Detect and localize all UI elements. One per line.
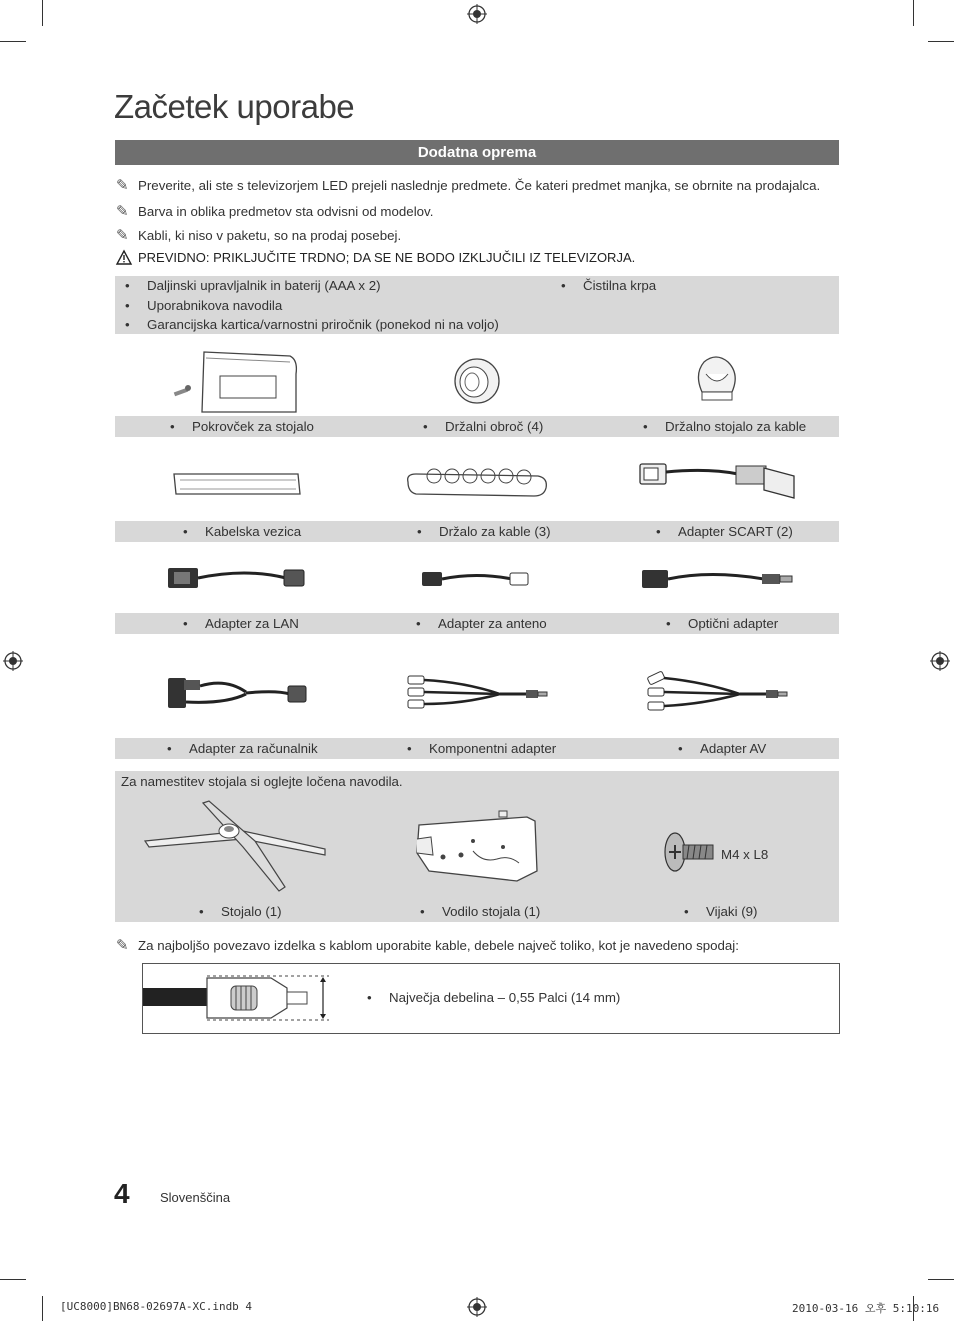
list-item: • Daljinski upravljalnik in baterij (AAA x 2) [125,276,499,296]
cable-tie-illustration [170,470,302,500]
print-file-info: [UC8000]BN68-02697A-XC.indb 4 [60,1300,253,1313]
accessory-label: • Adapter za anteno [416,614,547,634]
holder-ring-illustration [452,356,502,406]
page-title: Začetek uporabe [114,88,355,125]
accessory-label: • Optični adapter [666,614,778,634]
accessory-label: • Adapter za LAN [183,614,299,634]
note-item: ✎ Za najboljšo povezavo izdelka s kablom uporabite kable, debele največ toliko, kot je navedeno spodaj: [116,937,739,954]
crop-mark [928,41,954,42]
cable-holder-stand-illustration [694,354,740,404]
included-items-box [115,276,839,334]
list-item: • Uporabnikova navodila [125,296,499,316]
language-label: Slovenščina [160,1190,231,1205]
note-item: ✎ Kabli, ki niso v paketu, so na prodaj posebej. [116,227,402,244]
note-item: ✎ Barva in oblika predmetov sta odvisni od modelov. [116,203,434,220]
accessory-label-bar [115,613,839,634]
cable-thickness-box [142,963,840,1034]
registration-mark-icon [467,1297,487,1317]
av-adapter-illustration [644,668,790,712]
component-adapter-illustration [404,672,550,712]
screw-spec: M4 x L8 [721,847,769,862]
accessory-label-bar [115,738,839,759]
accessory-label: • Držalni obroč (4) [423,417,543,437]
optical-adapter-illustration [640,566,796,592]
screw-illustration [663,831,717,873]
crop-mark [0,41,26,42]
print-timestamp: 2010-03-16 오후 5:10:16 [792,1302,940,1315]
registration-mark-icon [467,4,487,24]
accessory-label: • Adapter SCART (2) [656,522,793,542]
pencil-note-icon: ✎ [116,203,129,220]
lan-adapter-illustration [166,564,308,594]
crop-mark [0,1279,26,1280]
stand-illustration [143,801,329,893]
registration-mark-icon [3,651,23,671]
included-items-left-list [125,276,499,335]
accessory-label: • Stojalo (1) [199,902,282,922]
list-item: • Čistilna krpa [561,276,656,296]
antenna-adapter-illustration [420,568,532,590]
stand-guide-illustration [413,811,539,887]
accessory-label: • Kabelska vezica [183,522,301,542]
cable-holder-illustration [404,462,550,502]
crop-mark [42,1296,43,1321]
accessory-label: • Komponentni adapter [407,739,556,759]
accessory-label-bar [115,521,839,542]
crop-mark [913,0,914,26]
warning-triangle-icon [116,250,138,268]
included-items-right-list [561,276,656,296]
pencil-note-icon: ✎ [116,177,129,194]
pencil-note-icon: ✎ [116,937,129,954]
accessory-label: • Držalno stojalo za kable [643,417,806,437]
pencil-note-icon: ✎ [116,227,129,244]
pc-adapter-illustration [166,668,308,712]
accessory-label: • Adapter za računalnik [167,739,318,759]
stand-intro: Za namestitev stojala si oglejte ločena navodila. [121,774,403,789]
accessory-label-bar [115,416,839,437]
section-header: Dodatna oprema [115,140,839,165]
cable-plug-illustration [143,974,333,1020]
note-item: ✎ Preverite, ali ste s televizorjem LED prejeli naslednje predmete. Če kateri predmet manjka, se obrnite na prodajalca. [116,177,821,194]
accessory-label: • Vijaki (9) [684,902,757,922]
page-number: 4 [114,1178,130,1209]
list-item: • Garancijska kartica/varnostni priročnik (ponekod ni na voljo) [125,315,499,335]
accessory-label: • Pokrovček za stojalo [170,417,314,437]
accessory-label: • Adapter AV [678,739,766,759]
crop-mark [42,0,43,26]
scart-adapter-illustration [638,460,798,508]
accessory-label: • Držalo za kable (3) [417,522,551,542]
stand-cover-illustration [172,350,302,416]
cable-spec: • Največja debelina – 0,55 Palci (14 mm) [367,988,620,1008]
registration-mark-icon [930,651,950,671]
caution-note: PREVIDNO: PRIKLJUČITE TRDNO; DA SE NE BODO IZKLJUČILI IZ TELEVIZORJA. [116,250,635,268]
crop-mark [928,1279,954,1280]
accessory-label: • Vodilo stojala (1) [420,902,540,922]
stand-box [115,771,839,922]
